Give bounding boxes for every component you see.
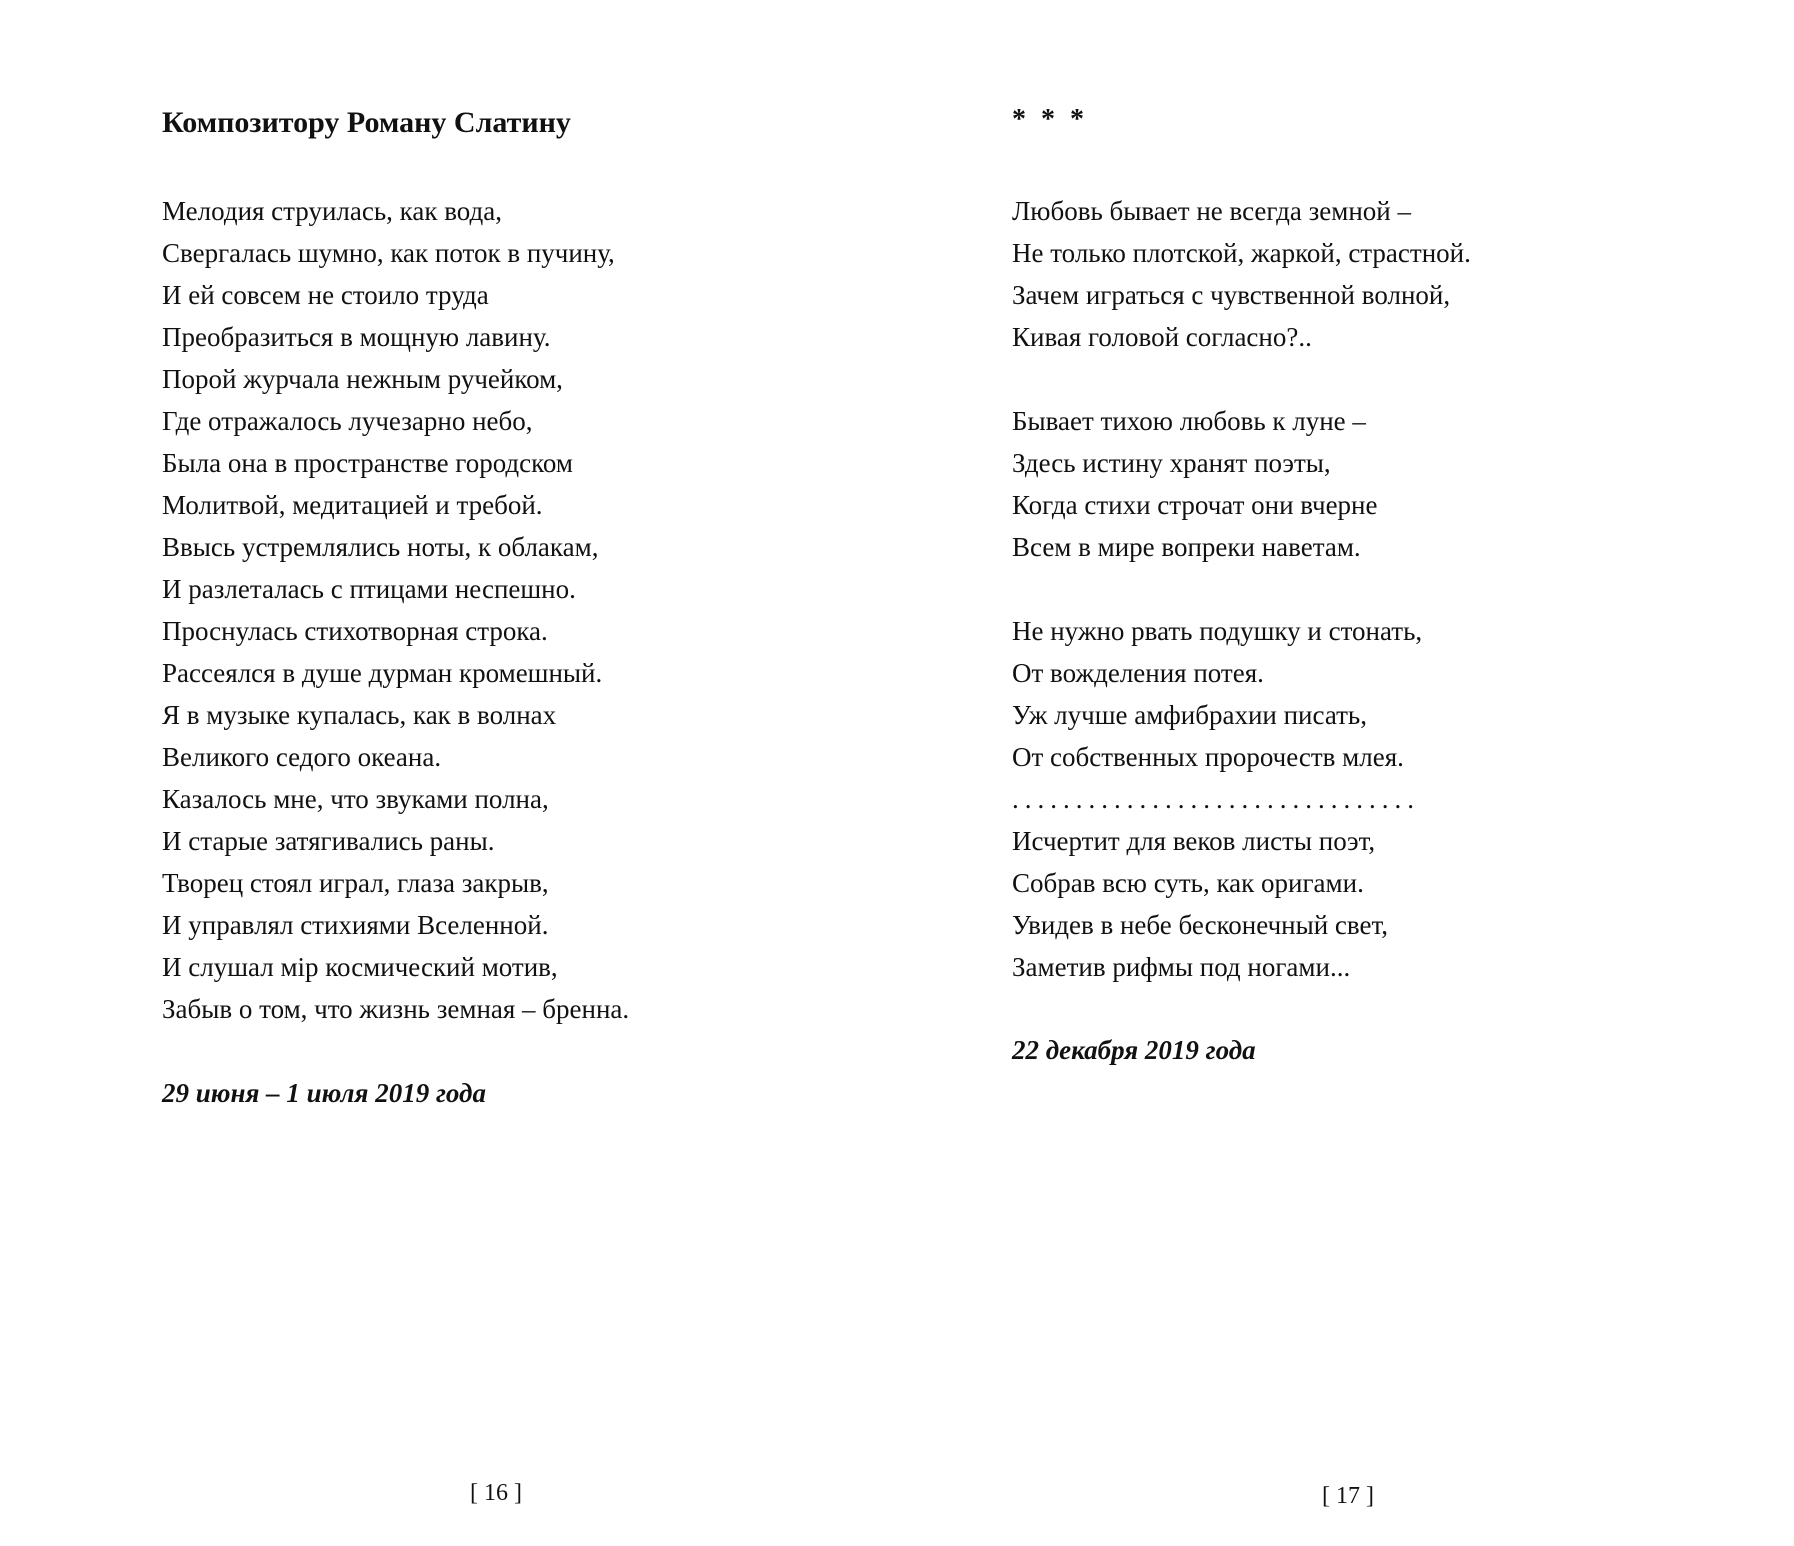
poem-line: Где отражалось лучезарно небо, bbox=[162, 406, 533, 436]
poem-line: Зачем играться с чувственной волной, bbox=[1012, 280, 1451, 310]
poem-date: 29 июня – 1 июля 2019 года bbox=[162, 1078, 486, 1108]
poem-line: Великого седого океана. bbox=[162, 742, 442, 772]
page-number: [ 17 ] bbox=[1322, 1483, 1374, 1509]
poem-line: Порой журчала нежным ручейком, bbox=[162, 364, 563, 394]
poem-line: Собрав всю суть, как оригами. bbox=[1012, 868, 1364, 898]
right-page bbox=[897, 0, 1794, 1546]
poem-line: Свергалась шумно, как поток в пучину, bbox=[162, 238, 615, 268]
poem-line: От собственных пророчеств млея. bbox=[1012, 742, 1404, 772]
poem-line: Была она в пространстве городском bbox=[162, 448, 573, 478]
poem-line: Всем в мире вопреки наветам. bbox=[1012, 532, 1361, 562]
poem-line: Исчертит для веков листы поэт, bbox=[1012, 826, 1376, 856]
poem-line: Я в музыке купалась, как в волнах bbox=[162, 700, 557, 730]
poem-line: Мелодия струилась, как вода, bbox=[162, 196, 502, 226]
poem-line: Бывает тихою любовь к луне – bbox=[1012, 406, 1366, 436]
poem-line: От вожделения потея. bbox=[1012, 658, 1264, 688]
poem-title: Композитору Роману Слатину bbox=[162, 106, 571, 139]
poem-line: Когда стихи строчат они вчерне bbox=[1012, 490, 1378, 520]
poem-line: Любовь бывает не всегда земной – bbox=[1012, 196, 1411, 226]
page-number: [ 16 ] bbox=[470, 1480, 522, 1506]
poem-line: И ей совсем не стоило труда bbox=[162, 280, 489, 310]
poem-line: Не нужно рвать подушку и стонать, bbox=[1012, 616, 1423, 646]
left-poem bbox=[162, 190, 629, 1030]
poem-line: Не только плотской, жаркой, страстной. bbox=[1012, 238, 1471, 268]
poem-line: Проснулась стихотворная строка. bbox=[162, 616, 548, 646]
poem-line: И слушал мір космический мотив, bbox=[162, 952, 558, 982]
right-poem bbox=[1012, 190, 1471, 988]
poem-line: И старые затягивались раны. bbox=[162, 826, 495, 856]
dotted-separator: ................................ bbox=[1012, 784, 1420, 814]
poem-line: Заметив рифмы под ногами... bbox=[1012, 952, 1351, 982]
poem-line: Увидев в небе бесконечный свет, bbox=[1012, 910, 1389, 940]
poem-line: И управлял стихиями Вселенной. bbox=[162, 910, 549, 940]
poem-line: И разлеталась с птицами неспешно. bbox=[162, 574, 576, 604]
poem-line: Здесь истину хранят поэты, bbox=[1012, 448, 1331, 478]
stanza bbox=[1012, 610, 1471, 778]
poem-line: Молитвой, медитацией и требой. bbox=[162, 490, 543, 520]
stanza bbox=[1012, 820, 1471, 988]
stanza bbox=[1012, 400, 1471, 568]
stanza bbox=[1012, 190, 1471, 358]
poem-line: Кивая головой согласно?.. bbox=[1012, 322, 1312, 352]
poem-line: Ввысь устремлялись ноты, к облакам, bbox=[162, 532, 599, 562]
poem-date: 22 декабря 2019 года bbox=[1012, 1035, 1256, 1065]
poem-title-stars: * * * bbox=[1012, 104, 1088, 135]
poem-line: Преобразиться в мощную лавину. bbox=[162, 322, 551, 352]
poem-line: Забыв о том, что жизнь земная – бренна. bbox=[162, 994, 630, 1024]
poem-line: Творец стоял играл, глаза закрыв, bbox=[162, 868, 549, 898]
poem-line: Рассеялся в душе дурман кромешный. bbox=[162, 658, 603, 688]
poem-line: Уж лучше амфибрахии писать, bbox=[1012, 700, 1367, 730]
poem-line: Казалось мне, что звуками полна, bbox=[162, 784, 549, 814]
